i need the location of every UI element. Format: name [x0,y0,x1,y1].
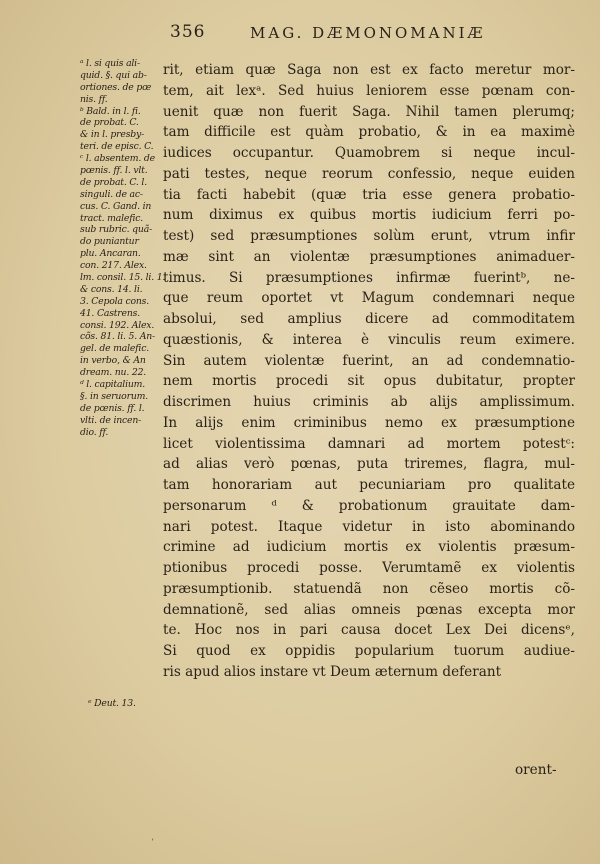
text-line: In alijs enim criminibus nemo ex præsumptione [163,414,575,431]
marginal-note-line: dream. nu. 22. [80,367,147,379]
text-line: tia facti habebit (quæ tria esse genera probatio- [163,186,575,203]
marginal-note-line: in verbo, & An [80,355,146,367]
text-line: Sin autem violentæ fuerint, an ad condemnatio- [163,352,575,369]
marginal-note-line: tract. malefic. [80,212,143,224]
text-line: pati testes, neque reorum confessio, neque euiden [163,165,575,182]
marginal-note-line: 41. Castrens. [80,307,140,319]
marginal-note-line: ortiones. de pœ [80,81,152,93]
marginal-note-line: dio. ff. [80,426,109,438]
marginal-note-line: plu. Ancaran. [80,248,141,260]
text-line: nem mortis procedi sit opus dubitatur, propter [163,373,575,390]
marginal-note-line: nis. ff. [80,93,108,105]
marginal-note-line: singuli. de ac- [80,188,143,200]
marginal-note-line: de probat. C. [80,117,139,129]
marginal-note-line: con. 217. Alex. [80,260,147,272]
marginal-note-line: lm. consil. 15. li. 1. [80,272,166,284]
marginal-note-line: teri. de episc. C. [80,141,154,153]
text-line: absolui, sed amplius dicere ad commoditatem [163,311,575,327]
text-line: demnationẽ, sed alias omneis pœnas excepta mor [163,601,575,618]
text-line: te. Hoc nos in pari causa docet Lex Dei dicensᵉ, [163,622,575,639]
marginal-note-line: cus. C. Gand. in [80,200,152,212]
running-title: MAG. DÆMONOMANIÆ [250,24,486,42]
marginal-note-deut: ᵉ Deut. 13. [88,698,136,709]
text-line: ris apud alios instare vt Deum æternum deferant [163,663,502,680]
text-line: crimine ad iudicium mortis ex violentis præsum- [163,539,575,556]
marginal-note-line: ᶜ l. absentem. de [80,153,155,165]
text-line: præsumptionib. statuendã non cẽseo mortis cõ- [163,580,575,597]
text-line: personarum ᵈ & probationum grauitate dam- [163,497,575,514]
text-line: tam honorariam aut pecuniariam pro qualitate [163,477,575,493]
marginal-note-line: 3. Cepola cons. [80,295,149,307]
text-line: uenit quæ non fuerit Saga. Nihil tamen plerumq; [163,103,575,120]
marginal-note-line: ᵇ Bald. in l. fi. [80,105,141,117]
text-line: ad alias verò pœnas, puta triremes, flagra, mul- [163,456,575,473]
text-line: tem, ait lexᵃ. Sed huius leniorem esse pœnam con- [163,82,575,99]
marginal-note-line: sub rubric. quã- [80,224,153,236]
page-header [0,22,600,46]
page-number: 356 [170,22,206,42]
marginal-note-line: pœnis. ff. l. vlt. [80,165,148,177]
footer-mark: ʻ [151,838,154,848]
text-line: rit, etiam quæ Saga non est ex facto meretur mor- [163,62,575,78]
text-line: num diximus ex quibus mortis iudicium ferri po- [163,207,575,224]
marginal-note-line: gel. de malefic. [80,343,149,355]
marginal-note-line: cõs. 81. li. 5. An- [80,331,155,343]
marginal-note-line: de probat. C. l. [80,176,147,188]
marginal-note-line: quid. §. qui ab- [80,69,147,81]
text-line: discrimen huius criminis ab alijs amplissimum. [163,394,575,410]
marginal-note-line: vlti. de incen- [80,414,142,426]
marginal-notes [80,58,166,709]
text-line: Si quod ex oppidis popularium tuorum audiue- [163,643,575,659]
text-line: mæ sint an violentæ præsumptiones animaduer- [163,248,575,265]
text-line: nari potest. Itaque videtur in isto abominando [163,518,575,535]
text-line: que reum oportet vt Magum condemnari neque [163,290,575,307]
text-line: ptionibus procedi posse. Verumtamẽ ex violentis [163,560,575,576]
text-line: test) sed præsumptiones solùm erunt, vtrum infir [163,228,575,244]
marginal-note-line: do puniantur [80,236,139,248]
marginal-note-line: ᵈ l. capitalium. [80,379,146,391]
text-line: quæstionis, & interea è vinculis reum eximere. [163,331,575,348]
marginal-note-line: consi. 192. Alex. [80,319,155,331]
text-line: iudices occupantur. Quamobrem si neque incul- [163,145,575,161]
marginal-note-line: §. in seruorum. [80,390,148,402]
marginal-note-line: de pœnis. ff. l. [80,402,145,414]
text-line: timus. Si præsumptiones infirmæ fuerintᵇ, ne- [163,269,575,286]
text-line: licet violentissima damnari ad mortem potestᶜ: [163,435,575,452]
main-text [163,60,575,683]
marginal-note-line: & cons. 14. li. [80,283,143,295]
text-line: tam difficile est quàm probatio, & in ea maximè [163,124,575,141]
marginal-notes-top [80,58,166,439]
catchword: orent- [515,762,557,778]
marginal-note-line: ᵃ l. si quis ali- [80,58,140,69]
marginal-note-line: & in l. presby- [80,129,145,141]
